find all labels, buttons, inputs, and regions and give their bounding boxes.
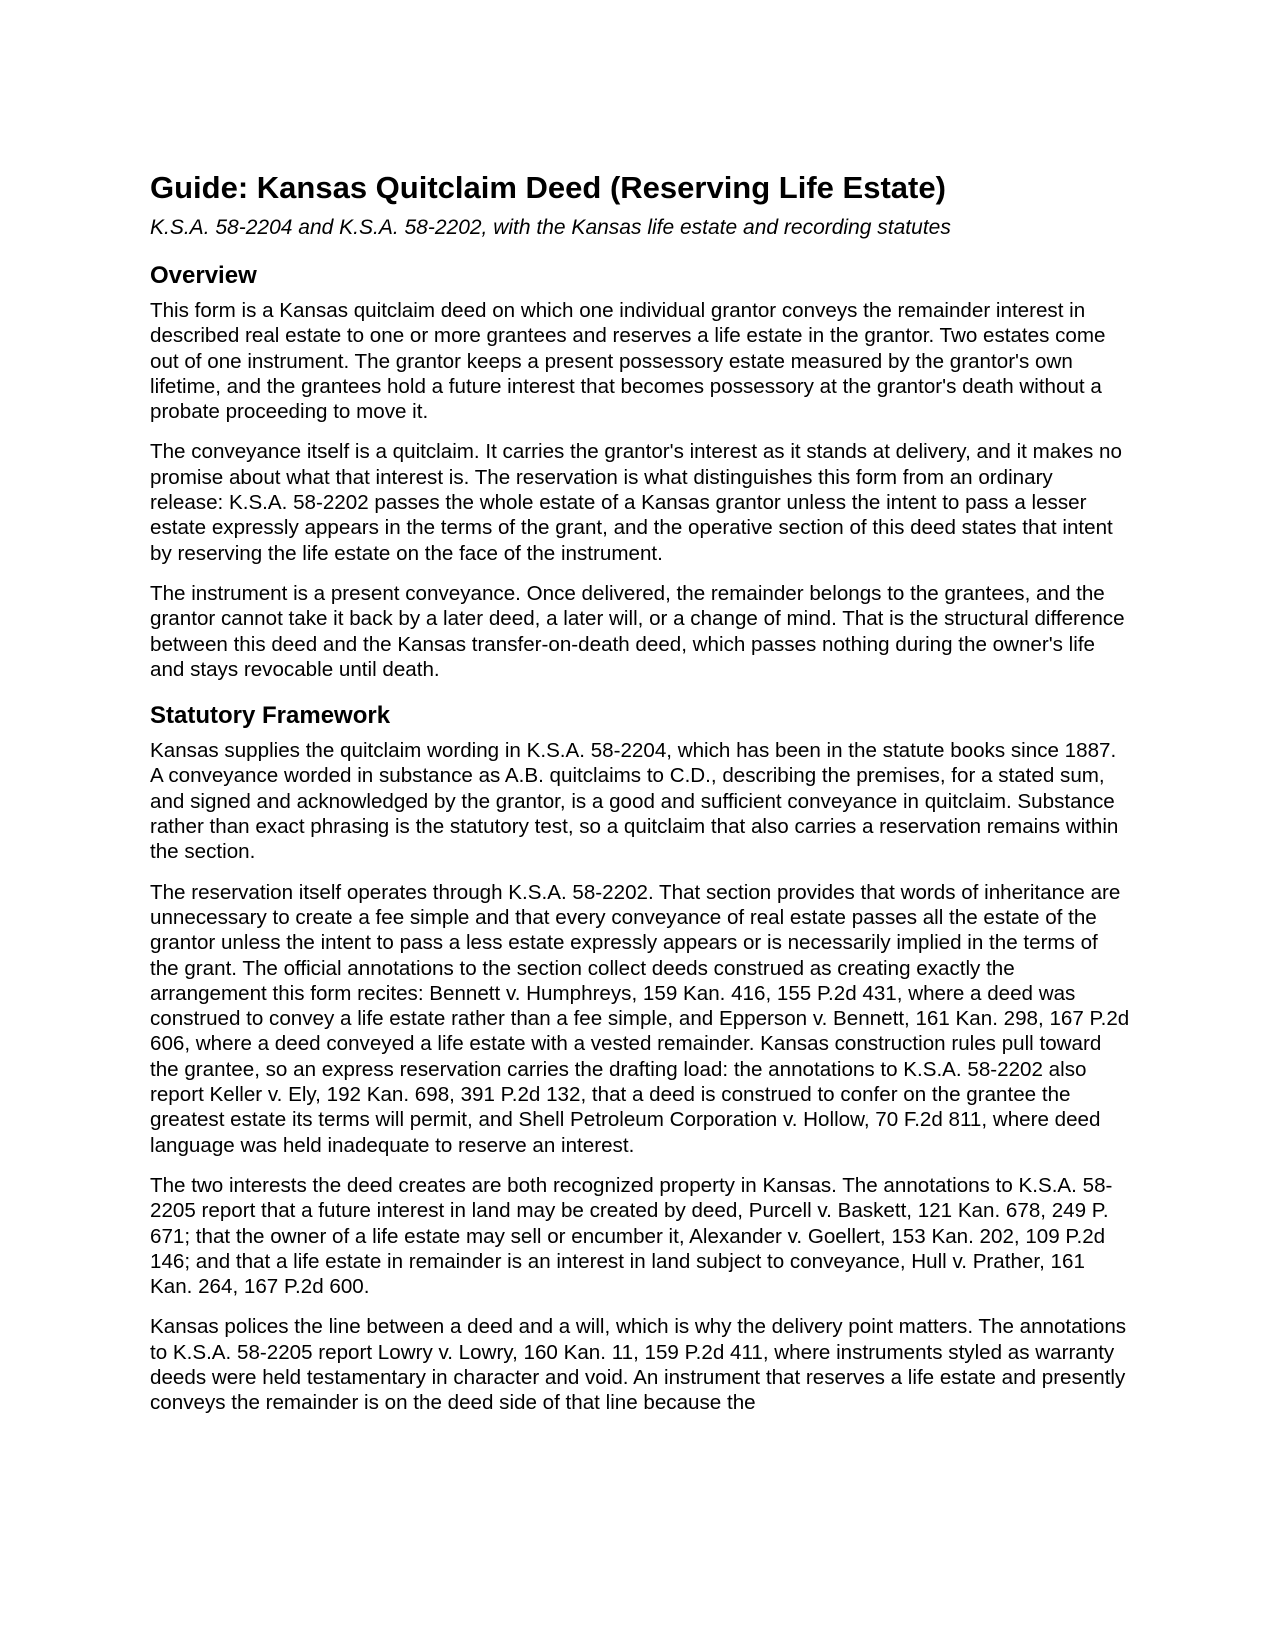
paragraph: Kansas supplies the quitclaim wording in K.S.A. 58-2204, which has been in the statute books since 1887. A conveyance worded in substance as A.B. quitclaims to C.D., describing the premises, for a stated sum, and signed and acknowledged by the grantor, is a good and sufficient conveyance in quitclaim. Substance rather than exact phrasing is the statutory test, so a quitclaim that also carries a reservation remains within the section. [150,739,1119,864]
section-heading: Overview [150,262,257,289]
section-overview [150,260,1130,682]
section-statutory-framework [150,700,1130,1415]
paragraph: Kansas polices the line between a deed and a will, which is why the delivery point matters. The annotations to K.S.A. 58-2205 report Lowry v. Lowry, 160 Kan. 11, 159 P.2d 411, where instruments styled as warranty deeds were held testamentary in character and void. An instrument that reserves a life estate and presently conveys the remainder is on the deed side of that line because the [150,1315,1127,1415]
section-heading: Statutory Framework [150,702,391,730]
paragraph: The instrument is a present conveyance. Once delivered, the remainder belongs to the grantees, and the grantor cannot take it back by a later deed, a later will, or a change of mind. That is the structural difference between this deed and the Kansas transfer-on-death deed, which passes nothing during the owner's life and stays revocable until death. [150,581,1125,681]
paragraph: This form is a Kansas quitclaim deed on which one individual grantor conveys the remainder interest in described real estate to one or more grantees and reserves a life estate in the grantor. Two estates come out of one instrument. The grantor keeps a present possessory estate measured by the grantor's own lifetime, and the grantees hold a future interest that becomes possessory at the grantor's death without a probate proceeding to move it. [150,299,1106,424]
document-title: Guide: Kansas Quitclaim Deed (Reserving Life Estate) [150,170,946,205]
paragraph: The conveyance itself is a quitclaim. It carries the grantor's interest as it stands at delivery, and it makes no promise about what that interest is. The reservation is what distinguishes this form from an ordinary release: K.S.A. 58-2202 passes the whole estate of a Kansas grantor unless the intent to pass a lesser estate expressly appears in the terms of the grant, and the operative section of this deed states that intent by reserving the life estate on the face of the instrument. [150,440,1122,565]
document-subtitle: K.S.A. 58-2204 and K.S.A. 58-2202, with the Kansas life estate and recording statutes [150,216,951,239]
document-page [150,168,1130,1431]
paragraph: The reservation itself operates through K.S.A. 58-2202. That section provides that words of inheritance are unnecessary to create a fee simple and that every conveyance of real estate passes all the estate of the grantor unless the intent to pass a less estate expressly appears or is necessarily implied in the terms of the grant. The official annotations to the section collect deeds construed as creating exactly the arrangement this form recites: Bennett v. Humphreys, 159 Kan. 416, 155 P.2d 431, where a deed was construed to convey a life estate rather than a fee simple, and Epperson v. Bennett, 161 Kan. 298, 167 P.2d 606, where a deed conveyed a life estate with a vested remainder. Kansas construction rules pull toward the grantee, so an express reservation carries the drafting load: the annotations to K.S.A. 58-2202 also report Keller v. Ely, 192 Kan. 698, 391 P.2d 132, that a deed is construed to confer on the grantee the greatest estate its terms will permit, and Shell Petroleum Corporation v. Hollow, 70 F.2d 811, where deed language was held inadequate to reserve an interest. [150,880,1130,1157]
paragraph: The two interests the deed creates are both recognized property in Kansas. The annotations to K.S.A. 58-2205 report that a future interest in land may be created by deed, Purcell v. Baskett, 121 Kan. 678, 249 P. 671; that the owner of a life estate may sell or encumber it, Alexander v. Goellert, 153 Kan. 202, 109 P.2d 146; and that a life estate in remainder is an interest in land subject to conveyance, Hull v. Prather, 161 Kan. 264, 167 P.2d 600. [150,1173,1113,1299]
